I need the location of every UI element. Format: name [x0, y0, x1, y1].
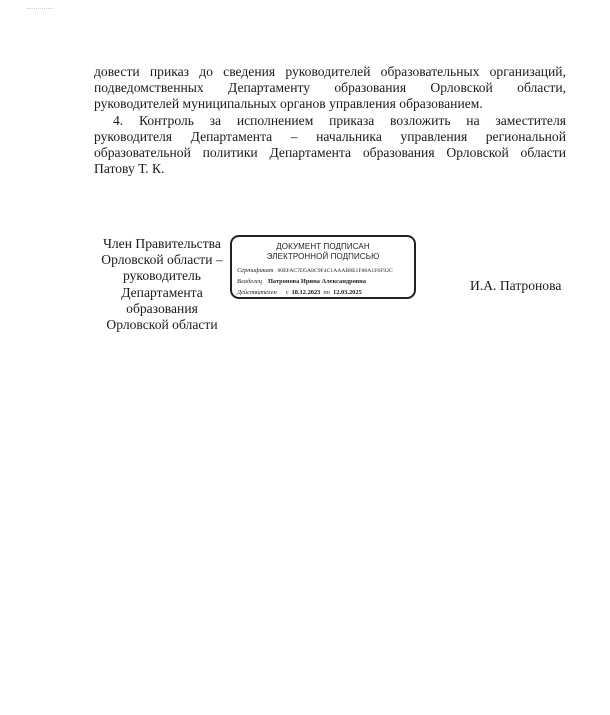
- signer-line: Орловской области: [106, 317, 218, 333]
- stamp-title-line: ЭЛЕКТРОННОЙ ПОДПИСЬЮ: [266, 251, 380, 261]
- paragraph-1: [94, 64, 566, 113]
- valid-from-date: 18.12.2023: [291, 289, 321, 296]
- valid-to-prefix: по: [323, 289, 330, 296]
- owner-label: Владелец: [237, 278, 262, 285]
- paragraph-line: подведомственных Департаменту образования Орловской области,: [94, 80, 566, 96]
- signatory-name: И.А. Патронова: [470, 278, 562, 293]
- stamp-title-line: ДОКУМЕНТ ПОДПИСАН: [276, 242, 370, 251]
- stamp-validity-row: [237, 289, 410, 297]
- owner-value: Патронова Ирина Александровна: [267, 278, 367, 285]
- signer-line: Департамента: [121, 284, 203, 300]
- signer-position: [94, 236, 230, 333]
- paragraph-2: [94, 113, 566, 178]
- electronic-signature-stamp: [230, 235, 416, 299]
- paragraph-line: Патову Т. К.: [94, 161, 165, 177]
- signer-line: Орловской области –: [101, 252, 223, 268]
- signer-line: Член Правительства: [103, 236, 221, 251]
- valid-from-prefix: с: [285, 289, 289, 296]
- paragraph-line: образовательной политики Департамента образования Орловской области: [94, 145, 566, 161]
- signer-line: руководитель: [122, 268, 201, 284]
- certificate-label: Сертификат: [237, 267, 274, 274]
- paragraph-line: 4. Контроль за исполнением приказа возложить на заместителя: [113, 112, 566, 128]
- certificate-value: 00EFAC7D5A8C9F4C1AAAB8E1F88A1F6F92C: [277, 268, 393, 274]
- stamp-certificate-row: [237, 267, 410, 275]
- paragraph-line: довести приказ до сведения руководителей образовательных организаций,: [94, 64, 566, 79]
- scan-artifact: [27, 8, 53, 23]
- paragraph-line: руководителя Департамента – начальника управления региональной: [94, 128, 566, 144]
- valid-to-date: 12.03.2025: [333, 289, 362, 296]
- stamp-title: [232, 242, 414, 261]
- document-body: [94, 64, 566, 177]
- valid-label: Действителен: [237, 289, 277, 296]
- stamp-owner-row: [237, 278, 410, 286]
- signer-line: образования: [126, 300, 198, 316]
- paragraph-line: руководителей муниципальных органов управления образованием.: [94, 96, 483, 112]
